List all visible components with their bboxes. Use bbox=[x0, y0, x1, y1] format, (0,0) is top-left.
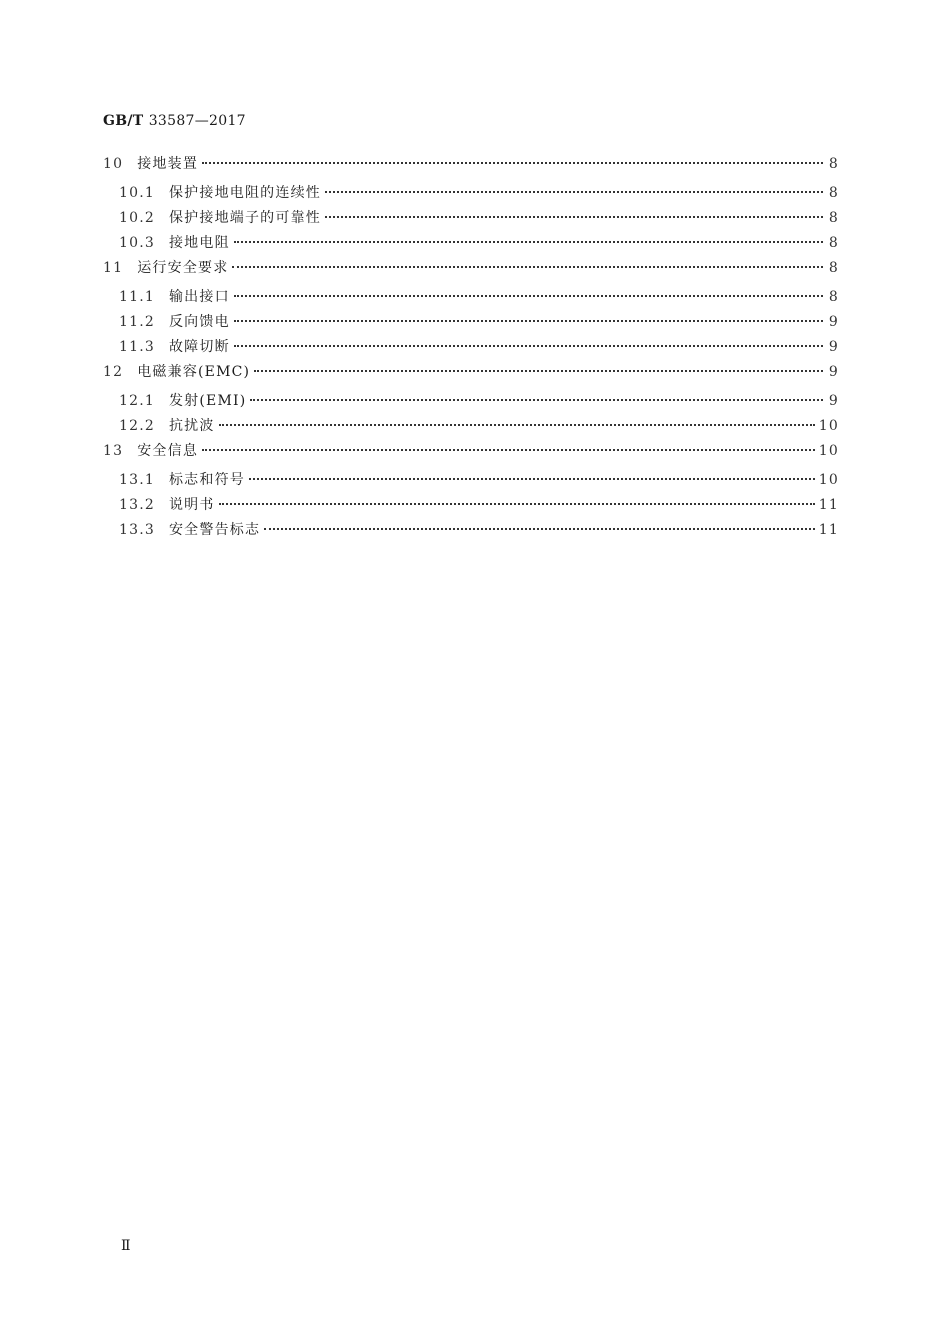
toc-entry-title: 保护接地电阻的连续性 bbox=[168, 185, 321, 201]
toc-leader-dots bbox=[234, 345, 823, 347]
toc-entry-title: 反向馈电 bbox=[168, 314, 230, 330]
toc-entry-title: 故障切断 bbox=[168, 339, 230, 355]
toc-entry-title: 电磁兼容(EMC) bbox=[137, 364, 251, 380]
toc-entry[interactable] bbox=[103, 390, 839, 415]
toc-entry-title: 接地电阻 bbox=[168, 235, 230, 251]
toc-entry-number: 10.1 bbox=[119, 185, 155, 201]
toc-entry-number: 13 bbox=[103, 443, 124, 459]
toc-entry-title: 保护接地端子的可靠性 bbox=[168, 210, 321, 226]
toc-entry-number: 13.1 bbox=[119, 472, 155, 488]
toc-leader-dots bbox=[232, 266, 823, 268]
toc-entry-title: 接地装置 bbox=[137, 156, 199, 172]
toc-leader-dots bbox=[325, 216, 823, 218]
toc-entry[interactable] bbox=[103, 207, 839, 232]
toc-entry-page: 8 bbox=[828, 210, 839, 226]
document-header bbox=[103, 113, 246, 129]
toc-entry-title: 运行安全要求 bbox=[137, 260, 229, 276]
toc-entry[interactable] bbox=[103, 519, 839, 544]
toc-leader-dots bbox=[325, 191, 823, 193]
toc-entry-number: 11.1 bbox=[119, 289, 155, 305]
toc-entry-page: 8 bbox=[828, 260, 839, 276]
toc-entry-title: 抗扰波 bbox=[168, 418, 215, 434]
toc-leader-dots bbox=[202, 162, 823, 164]
toc-entry-page: 11 bbox=[818, 522, 839, 538]
toc-entry-number: 10 bbox=[103, 156, 124, 172]
toc-leader-dots bbox=[219, 503, 815, 505]
toc-entry[interactable] bbox=[103, 415, 839, 440]
toc-entry-page: 9 bbox=[828, 339, 839, 355]
toc-leader-dots bbox=[254, 370, 823, 372]
toc-entry-page: 9 bbox=[828, 314, 839, 330]
toc-leader-dots bbox=[234, 241, 823, 243]
toc-entry-number: 12.1 bbox=[119, 393, 155, 409]
toc-leader-dots bbox=[202, 449, 815, 451]
toc-entry-page: 8 bbox=[828, 185, 839, 201]
toc-entry-title: 输出接口 bbox=[168, 289, 230, 305]
toc-entry-number: 13.3 bbox=[119, 522, 155, 538]
toc-entry-number: 10.2 bbox=[119, 210, 155, 226]
toc-entry-number: 11.2 bbox=[119, 314, 155, 330]
toc-entry-number: 11 bbox=[103, 260, 124, 276]
toc-entry[interactable] bbox=[103, 311, 839, 336]
toc-leader-dots bbox=[250, 399, 823, 401]
toc-entry[interactable] bbox=[103, 494, 839, 519]
toc-entry-title: 安全信息 bbox=[137, 443, 199, 459]
toc-entry-title: 发射(EMI) bbox=[168, 393, 247, 409]
toc-entry-page: 10 bbox=[818, 418, 839, 434]
toc-leader-dots bbox=[264, 528, 815, 530]
toc-leader-dots bbox=[249, 478, 815, 480]
toc-entry-title: 说明书 bbox=[168, 497, 215, 513]
page-number: Ⅱ bbox=[121, 1238, 131, 1254]
toc-entry-number: 12 bbox=[103, 364, 124, 380]
toc-entry[interactable] bbox=[103, 361, 839, 390]
table-of-contents bbox=[103, 153, 839, 544]
toc-entry-page: 10 bbox=[818, 443, 839, 459]
toc-entry-page: 8 bbox=[828, 156, 839, 172]
toc-entry-title: 标志和符号 bbox=[168, 472, 245, 488]
toc-entry[interactable] bbox=[103, 336, 839, 361]
toc-entry-page: 8 bbox=[828, 289, 839, 305]
toc-entry-page: 9 bbox=[828, 364, 839, 380]
toc-entry[interactable] bbox=[103, 232, 839, 257]
toc-entry-page: 9 bbox=[828, 393, 839, 409]
toc-entry[interactable] bbox=[103, 182, 839, 207]
toc-entry-page: 10 bbox=[818, 472, 839, 488]
toc-entry[interactable] bbox=[103, 440, 839, 469]
toc-entry-page: 8 bbox=[828, 235, 839, 251]
toc-entry-number: 11.3 bbox=[119, 339, 155, 355]
toc-entry-number: 10.3 bbox=[119, 235, 155, 251]
toc-leader-dots bbox=[219, 424, 815, 426]
toc-leader-dots bbox=[234, 320, 823, 322]
toc-entry[interactable] bbox=[103, 469, 839, 494]
toc-entry-number: 13.2 bbox=[119, 497, 155, 513]
toc-entry[interactable] bbox=[103, 286, 839, 311]
toc-entry-number: 12.2 bbox=[119, 418, 155, 434]
toc-entry[interactable] bbox=[103, 153, 839, 182]
toc-leader-dots bbox=[234, 295, 823, 297]
standard-code: GB/T bbox=[103, 113, 144, 129]
toc-entry-title: 安全警告标志 bbox=[168, 522, 261, 538]
toc-entry-page: 11 bbox=[818, 497, 839, 513]
standard-number: 33587—2017 bbox=[148, 113, 246, 129]
toc-entry[interactable] bbox=[103, 257, 839, 286]
